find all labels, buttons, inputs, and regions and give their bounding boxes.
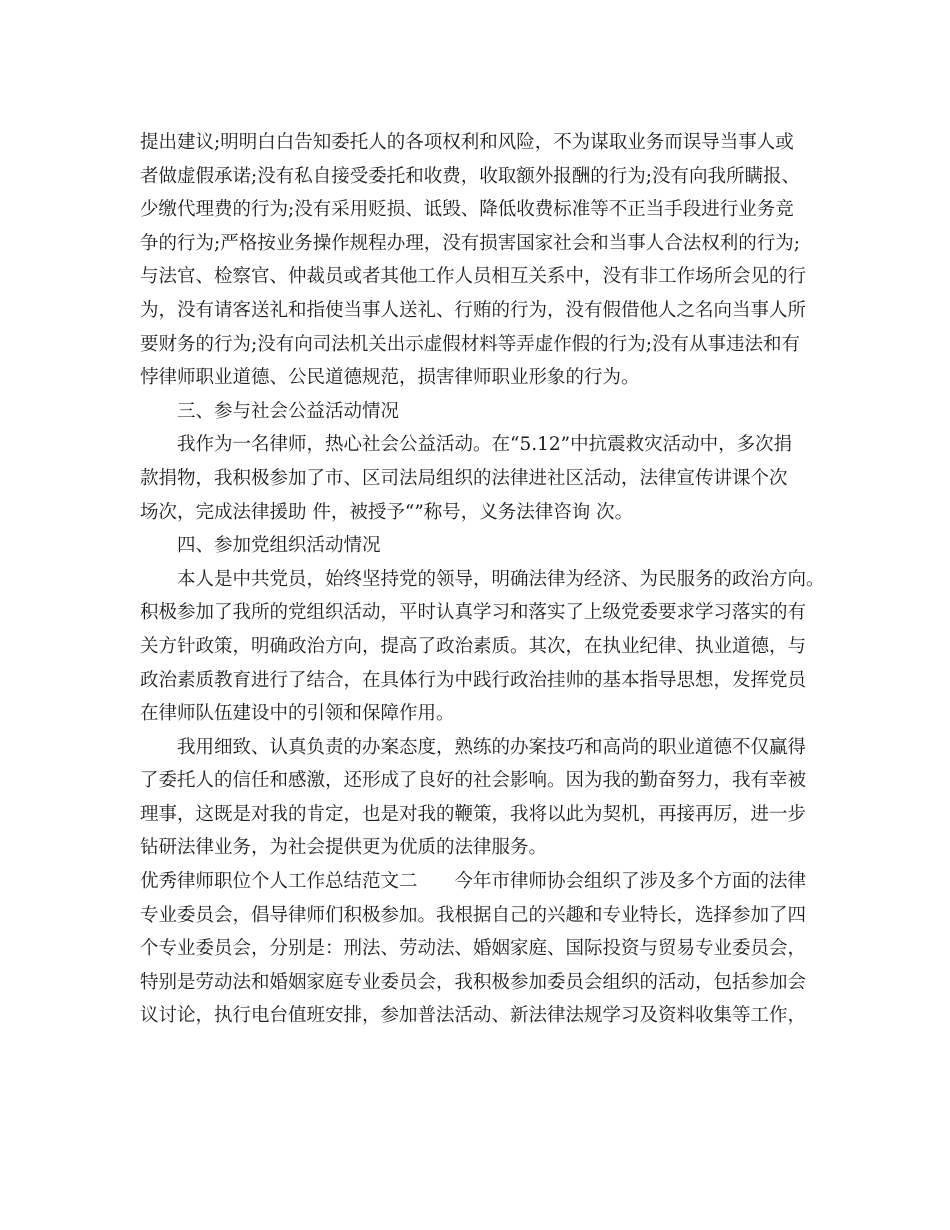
document-body	[140, 126, 840, 1033]
text-line: 关方针政策，明确政治方向，提高了政治素质。其次，在执业纪律、执业道德，与	[140, 635, 807, 657]
text-line: 专业委员会，倡导律师们积极参加。我根据自己的兴趣和专业特长，选择参加了四	[140, 904, 807, 926]
text-line: 要财务的行为;没有向司法机关出示虚假材料等弄虚作假的行为;没有从事违法和有	[140, 333, 800, 355]
text-line: 悖律师职业道德、公民道德规范，损害律师职业形象的行为。	[140, 367, 640, 389]
text-line: 议讨论，执行电台值班安排，参加普法活动、新法律法规学习及资料收集等工作，	[140, 1005, 807, 1027]
text-line: 政治素质教育进行了结合，在具体行为中践行政治挂帅的基本指导思想，发挥党员	[140, 669, 807, 691]
text-line: 款捐物，我积极参加了市、区司法局组织的法律进社区活动，法律宣传讲课个次	[140, 467, 788, 489]
text-line: 少缴代理费的行为;没有采用贬损、诋毁、降低收费标准等不正当手段进行业务竞	[140, 199, 794, 221]
text-line: 者做虚假承诺;没有私自接受委托和收费，收取额外报酬的行为;没有向我所瞒报、	[140, 165, 800, 187]
text-line: 提出建议;明明白白告知委托人的各项权利和风险，不为谋取业务而误导当事人或	[140, 132, 794, 153]
text-line: 钻研法律业务，为社会提供更为优质的法律服务。	[140, 837, 548, 859]
text-line: 理事，这既是对我的肯定，也是对我的鞭策，我将以此为契机，再接再厉，进一步	[140, 803, 807, 825]
text-line: 了委托人的信任和感激，还形成了良好的社会影响。因为我的勤奋努力，我有幸被	[140, 770, 807, 792]
text-line: 争的行为;严格按业务操作规程办理，没有损害国家社会和当事人合法权利的行为;	[140, 232, 800, 254]
text-line: 我作为一名律师，热心社会公益活动。在“5.12”中抗震救灾活动中，多次捐	[177, 434, 793, 456]
text-line: 四、参加党组织活动情况	[177, 535, 381, 557]
text-line: 个专业委员会，分别是：刑法、劳动法、婚姻家庭、国际投资与贸易专业委员会，	[140, 938, 807, 960]
text-line: 场次，完成法律援助 件，被授予“”称号，义务法律咨询 次。	[140, 501, 634, 523]
text-line: 特别是劳动法和婚姻家庭专业委员会，我积极参加委员会组织的活动，包括参加会	[140, 971, 807, 993]
text-line: 与法官、检察官、仲裁员或者其他工作人员相互关系中，没有非工作场所会见的行	[140, 266, 807, 288]
text-line: 三、参与社会公益活动情况	[177, 400, 400, 422]
text-line: 为，没有请客送礼和指使当事人送礼、行贿的行为，没有假借他人之名向当事人所	[140, 299, 807, 321]
text-line: 优秀律师职位个人工作总结范文二 今年市律师协会组织了涉及多个方面的法律	[140, 871, 807, 893]
text-line: 我用细致、认真负责的办案态度，熟练的办案技巧和高尚的职业道德不仅赢得	[177, 736, 807, 758]
text-line: 在律师队伍建设中的引领和保障作用。	[140, 703, 455, 725]
text-line: 积极参加了我所的党组织活动，平时认真学习和落实了上级党委要求学习落实的有	[140, 602, 807, 624]
text-line: 本人是中共党员，始终坚持党的领导，明确法律为经济、为民服务的政治方向。	[177, 568, 825, 590]
